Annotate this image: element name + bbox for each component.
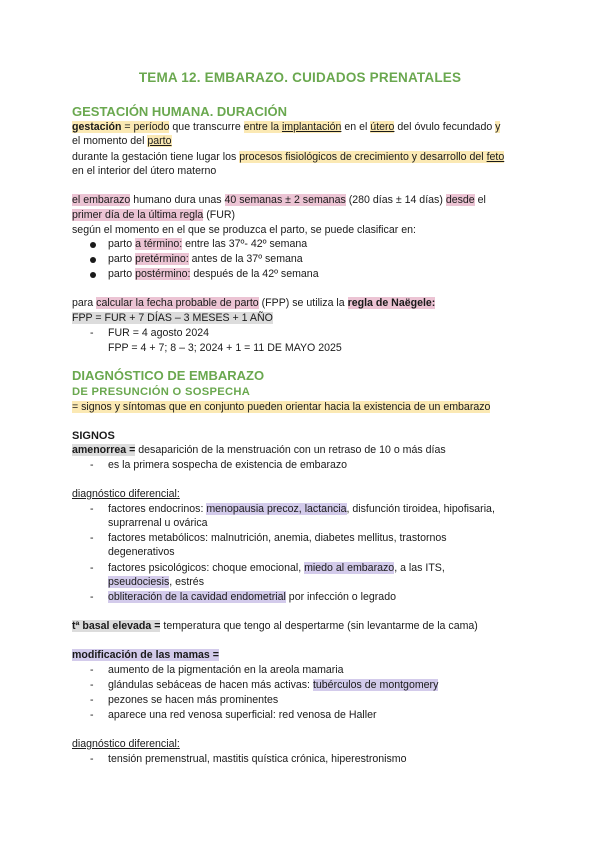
duracion-line-1: el embarazo humano dura unas 40 semanas ± 2 semanas (280 días ± 14 días) desde el	[72, 194, 486, 206]
diagnostico-diferencial-label: diagnóstico diferencial:	[72, 488, 180, 500]
dash-icon: -	[90, 459, 94, 471]
gestacion-definition-line-2: el momento del parto	[72, 135, 172, 147]
factores-psicologicos-cont: pseudociesis, estrés	[108, 576, 204, 588]
factores-endocrinos: factores endocrinos: menopausia precoz, lactancia, disfunción tiroidea, hipofisaria,	[108, 503, 495, 515]
subheading-presuncion: DE PRESUNCIÓN O SOSPECHA	[72, 386, 251, 398]
temperatura-basal: tª basal elevada = temperatura que tengo al despertarme (sin levantarme de la cama)	[72, 620, 478, 632]
dash-icon: -	[90, 327, 94, 339]
mamas-item-3: pezones se hacen más prominentes	[108, 694, 279, 706]
presuncion-definition: = signos y síntomas que en conjunto pueden orientar hacia la existencia de un embarazo	[72, 401, 491, 413]
signos-heading: SIGNOS	[72, 430, 115, 442]
bullet-icon	[90, 257, 96, 263]
diagnostico-diferencial-label-2: diagnóstico diferencial:	[72, 738, 180, 750]
document-title: TEMA 12. EMBARAZO. CUIDADOS PRENATALES	[138, 70, 462, 85]
amenorrea-note: es la primera sospecha de existencia de embarazo	[108, 459, 348, 471]
dash-icon: -	[90, 503, 94, 515]
mamas-diferencial-item: tensión premenstrual, mastitis quística crónica, hiperestronismo	[108, 753, 407, 765]
parto-postermino: parto postérmino: después de la 42º semana	[108, 268, 319, 280]
dash-icon: -	[90, 664, 94, 676]
factores-endocrinos-cont: suprarrenal u ovárica	[108, 517, 208, 529]
dash-icon: -	[90, 709, 94, 721]
example-fur: FUR = 4 agosto 2024	[108, 327, 209, 339]
mamas-item-1: aumento de la pigmentación en la areola mamaria	[108, 664, 344, 676]
dash-icon: -	[90, 532, 94, 544]
parto-a-termino: parto a término: entre las 37º- 42º semana	[108, 238, 308, 250]
dash-icon: -	[90, 694, 94, 706]
mamas-item-2: glándulas sebáceas de hacen más activas: tubérculos de montgomery	[108, 679, 439, 691]
factores-psicologicos: factores psicológicos: choque emocional, miedo al embarazo, a las ITS,	[108, 562, 445, 574]
bullet-icon	[90, 242, 96, 248]
dash-icon: -	[90, 679, 94, 691]
obliteracion-endometrial: obliteración de la cavidad endometrial por infección o legrado	[108, 591, 396, 603]
duracion-line-2: primer día de la última regla (FUR)	[72, 209, 236, 221]
fpp-intro: para calcular la fecha probable de parto (FPP) se utiliza la regla de Naëgele:	[72, 297, 436, 309]
section-heading-gestacion: GESTACIÓN HUMANA. DURACIÓN	[72, 104, 287, 119]
gestacion-process-line-2: en el interior del útero materno	[72, 165, 217, 177]
dash-icon: -	[90, 591, 94, 603]
modificacion-mamas-heading: modificación de las mamas =	[72, 649, 219, 661]
dash-icon: -	[90, 753, 94, 765]
mamas-item-4: aparece una red venosa superficial: red venosa de Haller	[108, 709, 377, 721]
example-fpp: FPP = 4 + 7; 8 – 3; 2024 + 1 = 11 DE MAYO 2025	[108, 342, 342, 354]
bullet-icon	[90, 272, 96, 278]
gestacion-definition-line-1: gestación = período que transcurre entre la implantación en el útero del óvulo fecundado y	[72, 121, 501, 133]
clasificacion-intro: según el momento en el que se produzca el parto, se puede clasificar en:	[72, 224, 416, 236]
factores-metabolicos: factores metabólicos: malnutrición, anemia, diabetes mellitus, trastornos	[108, 532, 447, 544]
factores-metabolicos-cont: degenerativos	[108, 546, 175, 558]
section-heading-diagnostico: DIAGNÓSTICO DE EMBARAZO	[72, 368, 265, 383]
parto-pretermino: parto pretérmino: antes de la 37º semana	[108, 253, 303, 265]
amenorrea-definition: amenorrea = desaparición de la menstruación con un retraso de 10 o más días	[72, 444, 446, 456]
dash-icon: -	[90, 562, 94, 574]
naegele-formula: FPP = FUR + 7 DÍAS – 3 MESES + 1 AÑO	[72, 312, 273, 324]
gestacion-process-line-1: durante la gestación tiene lugar los procesos fisiológicos de crecimiento y desarrollo del feto	[72, 151, 505, 163]
